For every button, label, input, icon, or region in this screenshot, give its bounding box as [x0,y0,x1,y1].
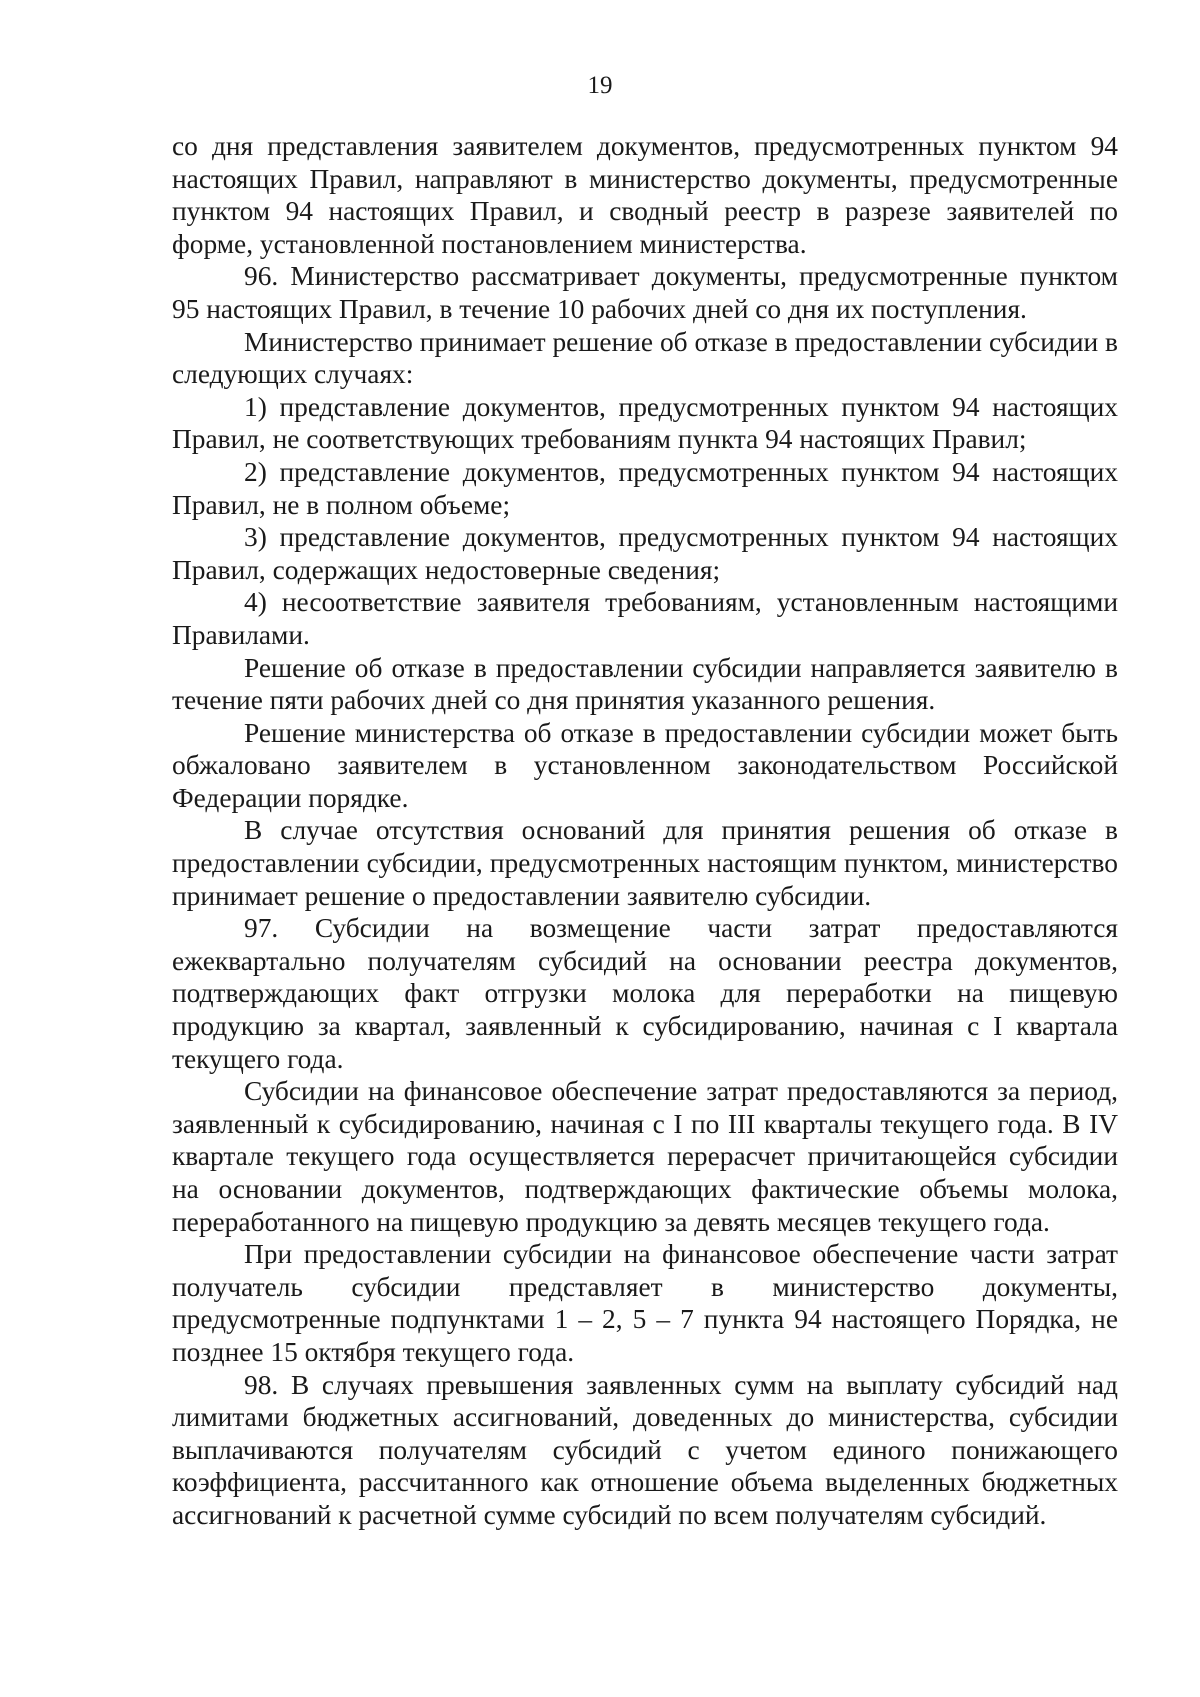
list-item-3: 3) представление документов, предусмотренных пунктом 94 настоящих Правил, содержащих недостоверные сведения; [172,522,1118,585]
paragraph-item-97: 97. Субсидии на возмещение части затрат предоставляются ежеквартально получателям субсидий на основании реестра документов, подтверждающих факт отгрузки молока для переработки на пищевую продукцию за квартал, заявленный к субсидированию, начиная с I квартала текущего года. [172,913,1118,1074]
list-item-2: 2) представление документов, предусмотренных пунктом 94 настоящих Правил, не в полном объеме; [172,456,1118,520]
paragraph-documents-deadline: При предоставлении субсидии на финансовое обеспечение части затрат получатель субсидии представляет в министерство документы, предусмотренные подпунктами 1 – 2, 5 – 7 пункта 94 настоящего Порядка, не позднее 15 октября текущего года. [172,1239,1118,1367]
paragraph-item-96: 96. Министерство рассматривает документы, предусмотренные пунктом 95 настоящих Правил, в течение 10 рабочих дней со дня их поступления. [172,261,1118,324]
list-item-1: 1) представление документов, предусмотренных пунктом 94 настоящих Правил, не соответствующих требованиям пункта 94 настоящих Правил; [172,391,1118,455]
paragraph-financing-periods: Субсидии на финансовое обеспечение затрат предоставляются за период, заявленный к субсидированию, начиная с I по III кварталы текущего года. В IV квартале текущего года осуществляется перерасчет причитающейся субсидии на основании документов, подтверждающих фактические объемы молока, переработанного на пищевую продукцию за девять месяцев текущего года. [172,1076,1118,1237]
paragraph-item-98: 98. В случаях превышения заявленных сумм на выплату субсидий над лимитами бюджетных ассигнований, доведенных до министерства, субсидии выплачиваются получателям субсидий с учетом единого понижающего коэффициента, рассчитанного как отношение объема выделенных бюджетных ассигнований к расчетной сумме субсидий по всем получателям субсидий. [172,1369,1118,1530]
document-body [172,130,1118,1532]
paragraph-continuation: со дня представления заявителем документов, предусмотренных пунктом 94 настоящих Правил, направляют в министерство документы, предусмотренные пунктом 94 настоящих Правил, и сводный реестр в разрезе заявителей по форме, установленной постановлением министерства. [172,131,1118,259]
paragraph-appeal: Решение министерства об отказе в предоставлении субсидии может быть обжаловано заявителем в установленном законодательством Российской Федерации порядке. [172,717,1118,813]
page-number: 19 [587,72,613,99]
list-item-4: 4) несоответствие заявителя требованиям, установленным настоящими Правилами. [172,587,1118,650]
paragraph-refusal-cases-intro: Министерство принимает решение об отказе в предоставлении субсидии в следующих случаях: [172,326,1118,390]
paragraph-grant-decision: В случае отсутствия оснований для принятия решения об отказе в предоставлении субсидии, предусмотренных настоящим пунктом, министерство принимает решение о предоставлении заявителю субсидии. [172,815,1118,911]
paragraph-refusal-notice: Решение об отказе в предоставлении субсидии направляется заявителю в течение пяти рабочих дней со дня принятия указанного решения. [172,652,1118,716]
